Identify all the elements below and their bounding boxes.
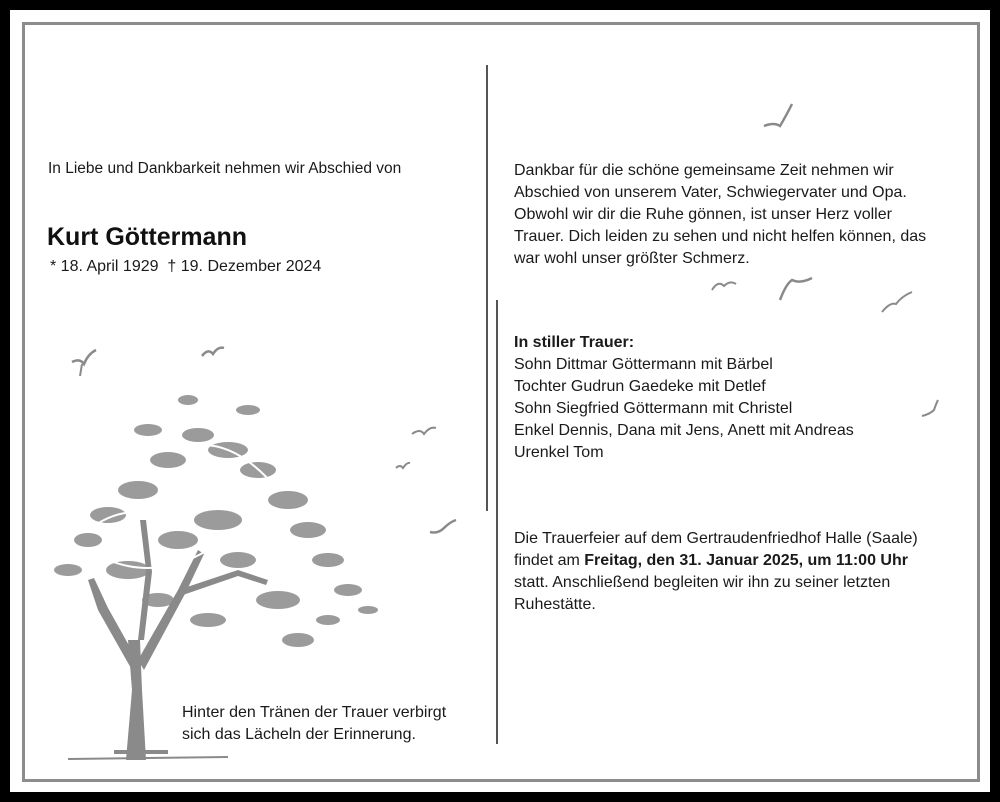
bird-icon (920, 398, 940, 420)
deceased-name: Kurt Göttermann (47, 223, 247, 251)
tree-illustration (28, 340, 388, 770)
funeral-date-time: Freitag, den 31. Januar 2025, um 11:00 Uhr (584, 552, 908, 569)
bird-icon (394, 460, 412, 472)
bird-icon (428, 518, 458, 538)
bird-icon (778, 274, 814, 302)
bird-icon (410, 424, 438, 438)
mourner-line-3: Sohn Siegfried Göttermann mit Christel (514, 400, 793, 417)
bird-icon (762, 102, 796, 130)
bird-icon (200, 344, 226, 360)
gratitude-line-1: Dankbar für die schöne gemeinsame Zeit nehmen wir (514, 162, 894, 179)
divider-top (486, 65, 488, 511)
mourner-line-1: Sohn Dittmar Göttermann mit Bärbel (514, 356, 773, 373)
funeral-line-2-text: findet am (514, 552, 585, 569)
funeral-line-3: statt. Anschließend begleiten wir ihn zu seiner letzten (514, 574, 891, 591)
gratitude-line-2: Abschied von unserem Vater, Schwiegervater und Opa. (514, 184, 907, 201)
bird-icon (880, 290, 914, 314)
obituary-card (10, 10, 990, 792)
life-dates: * 18. April 1929 † 19. Dezember 2024 (50, 258, 322, 275)
gratitude-line-5: war wohl unser größter Schmerz. (514, 250, 750, 267)
mourner-line-4: Enkel Dennis, Dana mit Jens, Anett mit Andreas (514, 422, 854, 439)
funeral-line-1: Die Trauerfeier auf dem Gertraudenfriedhof Halle (Saale) (514, 530, 918, 547)
mourners-heading: In stiller Trauer: (514, 334, 635, 351)
intro-text: In Liebe und Dankbarkeit nehmen wir Abschied von (48, 160, 402, 177)
bird-icon (710, 276, 738, 294)
funeral-line-4: Ruhestätte. (514, 596, 596, 613)
quote-line-2: sich das Lächeln der Erinnerung. (182, 726, 416, 743)
mourner-line-5: Urenkel Tom (514, 444, 604, 461)
quote-line-1: Hinter den Tränen der Trauer verbirgt (182, 704, 447, 721)
bird-icon (70, 348, 100, 378)
gratitude-line-4: Trauer. Dich leiden zu sehen und nicht helfen können, das (514, 228, 927, 245)
divider-bottom (496, 300, 498, 744)
mourner-line-2: Tochter Gudrun Gaedeke mit Detlef (514, 378, 766, 395)
funeral-line-2 (514, 550, 908, 572)
gratitude-line-3: Obwohl wir dir die Ruhe gönnen, ist unser Herz voller (514, 206, 892, 223)
